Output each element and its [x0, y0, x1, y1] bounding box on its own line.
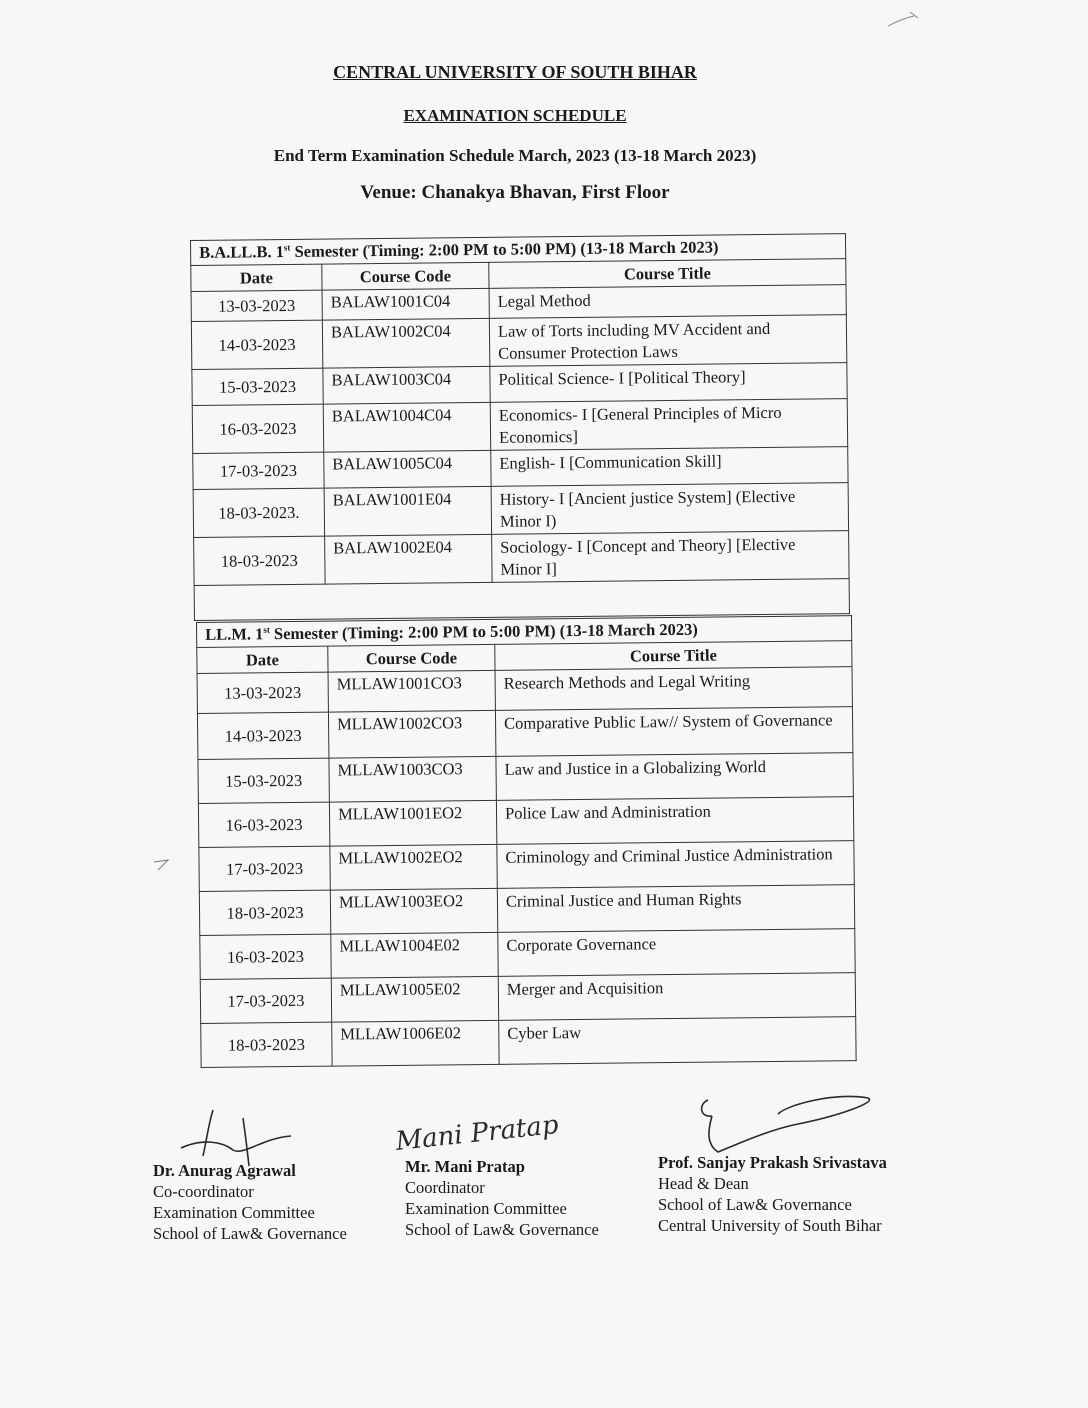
signatory-school: School of Law& Governance — [153, 1224, 347, 1243]
exam-date: 18-03-2023 — [194, 536, 325, 585]
course-code: BALAW1001E04 — [324, 487, 491, 537]
column-header-title: Course Title — [495, 641, 852, 671]
course-code: BALAW1005C04 — [324, 451, 491, 489]
signatory-coordinator — [394, 1110, 645, 1240]
ballb-caption: B.A.LL.B. 1st Semester (Timing: 2:00 PM to 5:00 PM) (13-18 March 2023) — [191, 234, 846, 266]
signatory-co-coordinator — [153, 1160, 393, 1244]
signatory-committee: Examination Committee — [405, 1199, 567, 1218]
course-title: Police Law and Administration — [496, 797, 853, 845]
course-title: Cyber Law — [499, 1017, 856, 1065]
course-title: English- I [Communication Skill] — [491, 447, 848, 487]
course-code: BALAW1004C04 — [323, 403, 490, 453]
signatory-committee: Examination Committee — [153, 1203, 315, 1222]
exam-date: 14-03-2023 — [191, 321, 322, 370]
table-row — [199, 885, 854, 936]
column-header-code: Course Code — [328, 644, 495, 672]
university-name: CENTRAL UNIVERSITY OF SOUTH BIHAR — [333, 62, 697, 82]
course-code: MLLAW1005E02 — [331, 977, 498, 1023]
course-title: Sociology- I [Concept and Theory] [Elective Minor I] — [492, 531, 849, 583]
table-row — [200, 973, 855, 1024]
scan-mark-icon — [884, 8, 924, 32]
course-code: MLLAW1002CO3 — [328, 711, 495, 759]
signatory-university: Central University of South Bihar — [658, 1216, 882, 1235]
course-code: BALAW1002C04 — [322, 319, 489, 369]
exam-date: 14-03-2023 — [197, 713, 328, 760]
signatory-school: School of Law& Governance — [658, 1195, 852, 1214]
course-title: Corporate Governance — [498, 929, 855, 977]
course-title: Comparative Public Law// System of Governance — [495, 707, 852, 757]
exam-date: 17-03-2023 — [200, 979, 331, 1024]
course-code: BALAW1001C04 — [322, 289, 489, 321]
llm-schedule-table — [196, 615, 857, 1068]
exam-date: 18-03-2023 — [199, 891, 330, 936]
column-header-date: Date — [197, 646, 328, 674]
exam-date: 16-03-2023 — [192, 405, 323, 454]
exam-date: 13-03-2023 — [197, 673, 328, 714]
signatory-name: Dr. Anurag Agrawal — [153, 1161, 296, 1180]
signatory-role: Head & Dean — [658, 1174, 749, 1193]
spacer-cell — [194, 579, 849, 621]
schedule-subtitle: End Term Examination Schedule March, 2023 (13-18 March 2023) — [273, 146, 757, 165]
course-code: MLLAW1004E02 — [331, 933, 498, 979]
exam-date: 17-03-2023 — [193, 452, 324, 489]
exam-date: 15-03-2023 — [198, 759, 329, 804]
table-row — [192, 399, 847, 454]
course-code: MLLAW1002EO2 — [330, 845, 497, 891]
exam-date: 16-03-2023 — [200, 935, 331, 980]
course-title: Law and Justice in a Globalizing World — [496, 753, 853, 801]
table-row — [201, 1017, 856, 1068]
course-title: Law of Torts including MV Accident and Consumer Protection Laws — [489, 315, 846, 367]
signatory-name: Mr. Mani Pratap — [405, 1157, 525, 1176]
scan-mark-icon — [152, 858, 172, 872]
signatory-role: Coordinator — [405, 1178, 485, 1197]
course-title: Political Science- I [Political Theory] — [490, 363, 847, 403]
table-row — [199, 841, 854, 892]
handwritten-signature-icon — [393, 1102, 563, 1160]
signatory-role: Co-coordinator — [153, 1182, 254, 1201]
course-code: BALAW1003C04 — [323, 367, 490, 405]
venue-line: Venue: Chanakya Bhavan, First Floor — [360, 182, 670, 203]
course-title: Legal Method — [489, 285, 846, 319]
signatory-name: Prof. Sanjay Prakash Srivastava — [658, 1153, 887, 1172]
column-header-title: Course Title — [489, 259, 846, 289]
course-code: MLLAW1006E02 — [332, 1021, 499, 1067]
exam-date: 18-03-2023 — [201, 1023, 332, 1068]
ballb-schedule-table — [190, 233, 850, 621]
table-row — [198, 753, 853, 804]
course-title: History- I [Ancient justice System] (Elective Minor I) — [491, 483, 848, 535]
course-code: BALAW1002E04 — [325, 535, 492, 585]
exam-date: 16-03-2023 — [198, 803, 329, 848]
course-title: Research Methods and Legal Writing — [495, 667, 852, 711]
llm-caption: LL.M. 1st Semester (Timing: 2:00 PM to 5:00 PM) (13-18 March 2023) — [197, 616, 852, 648]
signatory-head-dean — [658, 1152, 928, 1236]
table-row — [197, 667, 852, 714]
svg-text:Mani Pratap: Mani Pratap — [394, 1110, 560, 1157]
course-code: MLLAW1001EO2 — [329, 801, 496, 847]
table-row — [200, 929, 855, 980]
exam-date: 15-03-2023 — [192, 369, 323, 406]
signatory-school: School of Law& Governance — [405, 1220, 599, 1239]
table-row — [194, 531, 849, 586]
document-title: EXAMINATION SCHEDULE — [403, 106, 627, 125]
course-code: MLLAW1003CO3 — [329, 757, 496, 803]
signature-scribble-icon — [678, 1094, 898, 1164]
table-row — [198, 797, 853, 848]
signature-scribble-icon — [173, 1108, 303, 1172]
table-spacer-row — [194, 579, 849, 621]
course-code: MLLAW1001CO3 — [328, 671, 495, 713]
column-header-code: Course Code — [322, 262, 489, 290]
course-title: Merger and Acquisition — [498, 973, 855, 1021]
course-title: Criminology and Criminal Justice Administration — [497, 841, 854, 889]
exam-date: 18-03-2023. — [193, 488, 324, 537]
column-header-date: Date — [191, 264, 322, 292]
table-row — [197, 707, 852, 760]
course-title: Economics- I [General Principles of Micro Economics] — [490, 399, 847, 451]
course-code: MLLAW1003EO2 — [330, 889, 497, 935]
table-row — [191, 315, 846, 370]
course-title: Criminal Justice and Human Rights — [497, 885, 854, 933]
exam-date: 17-03-2023 — [199, 847, 330, 892]
table-row — [193, 483, 848, 538]
exam-date: 13-03-2023 — [191, 291, 322, 322]
